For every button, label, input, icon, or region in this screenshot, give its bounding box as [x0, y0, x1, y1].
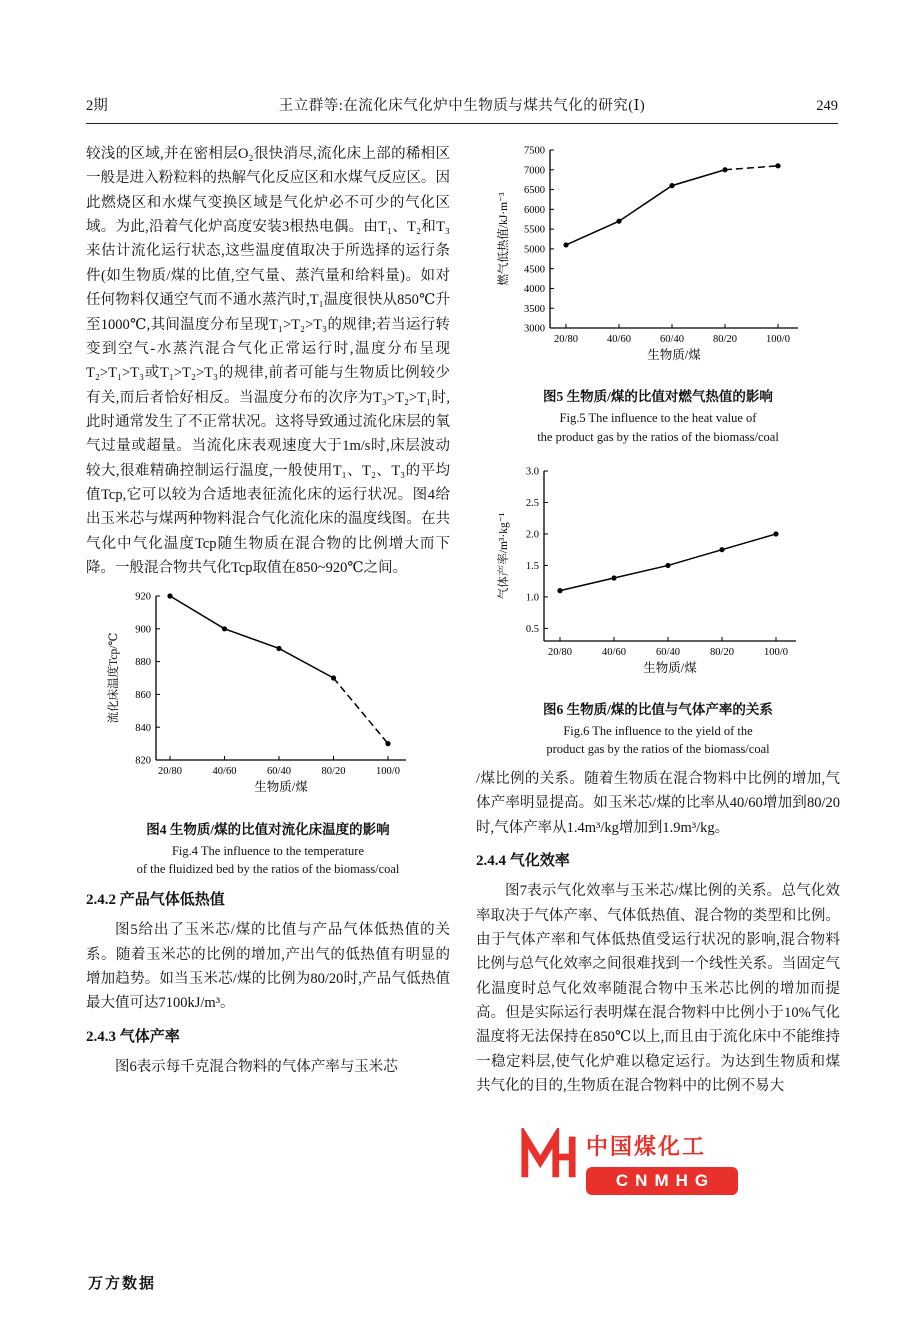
- svg-text:燃气低热值/kJ·m⁻³: 燃气低热值/kJ·m⁻³: [498, 192, 510, 286]
- svg-text:生物质/煤: 生物质/煤: [643, 660, 697, 675]
- issue-number: 2期: [86, 98, 108, 114]
- svg-text:40/60: 40/60: [607, 334, 631, 345]
- svg-text:3500: 3500: [524, 303, 545, 315]
- svg-text:生物质/煤: 生物质/煤: [647, 348, 701, 362]
- svg-text:880: 880: [135, 657, 151, 669]
- svg-text:4000: 4000: [524, 284, 545, 296]
- running-title: 王立群等:在流化床气化炉中生物质与煤共气化的研究(Ⅰ): [278, 98, 646, 114]
- svg-text:1.5: 1.5: [525, 560, 539, 572]
- fig4-caption-en-line1: Fig.4 The influence to the temperature: [171, 843, 365, 858]
- right-column: [476, 134, 840, 1099]
- svg-text:5500: 5500: [524, 224, 545, 236]
- fig6-caption-en-line1: Fig.6 The influence to the yield of the: [563, 723, 753, 738]
- figure-6: [476, 461, 840, 760]
- fig5-caption-en-line1: Fig.5 The influence to the heat value of: [559, 411, 757, 426]
- svg-text:气体产率/m³·kg⁻¹: 气体产率/m³·kg⁻¹: [498, 512, 510, 599]
- svg-text:80/20: 80/20: [710, 646, 734, 658]
- fig6-caption-en-line2: product gas by the ratios of the biomass/coal: [546, 742, 770, 757]
- paragraph-gas-yield-continued: /煤比例的关系。随着生物质在混合物料中比例的增加,气体产率明显提高。如玉米芯/煤的比率从40/60增加到80/20时,气体产率从1.4m³/kg增加到1.9m³/kg。: [476, 771, 840, 836]
- watermark-text-block: [586, 1128, 738, 1195]
- svg-text:3000: 3000: [524, 323, 545, 335]
- svg-text:7000: 7000: [524, 165, 545, 177]
- svg-text:2.5: 2.5: [525, 497, 539, 509]
- svg-text:80/20: 80/20: [321, 766, 346, 778]
- svg-text:60/40: 60/40: [267, 766, 291, 778]
- svg-text:1.0: 1.0: [525, 592, 539, 604]
- svg-text:820: 820: [135, 756, 151, 768]
- svg-text:60/40: 60/40: [656, 646, 680, 658]
- page-header: [86, 94, 838, 124]
- fig6-gas-yield-chart: [492, 461, 824, 683]
- svg-text:5000: 5000: [524, 244, 545, 256]
- svg-text:6000: 6000: [524, 204, 545, 216]
- fig5-caption-en-line2: the product gas by the ratios of the biomass/coal: [537, 429, 779, 444]
- section-2-4-3-heading: 2.4.3 气体产率: [86, 1028, 180, 1045]
- section-2-4-4-heading: 2.4.4 气化效率: [476, 853, 570, 870]
- wanfang-data-mark: [88, 1272, 156, 1293]
- left-column: [86, 142, 450, 1079]
- figure-4: [86, 586, 450, 879]
- svg-text:80/20: 80/20: [713, 334, 737, 345]
- svg-text:840: 840: [135, 723, 151, 735]
- fig4-caption-cn: 图4 生物质/煤的比值对流化床温度的影响: [146, 821, 390, 837]
- svg-text:100/0: 100/0: [766, 334, 790, 345]
- svg-text:40/60: 40/60: [212, 766, 237, 778]
- svg-text:860: 860: [135, 690, 151, 702]
- svg-text:流化床温度Tcp/℃: 流化床温度Tcp/℃: [108, 633, 120, 724]
- fig4-caption-en-line2: of the fluidized bed by the ratios of the biomass/coal: [136, 862, 400, 877]
- figure-5: [476, 140, 840, 447]
- svg-text:20/80: 20/80: [548, 646, 572, 658]
- svg-text:100/0: 100/0: [764, 646, 788, 658]
- fig4-temperature-chart: [102, 586, 434, 802]
- paragraph-gas-yield-start: 图6表示每千克混合物料的气体产率与玉米芯: [115, 1058, 398, 1075]
- svg-text:40/60: 40/60: [602, 646, 626, 658]
- svg-text:生物质/煤: 生物质/煤: [254, 780, 308, 795]
- svg-text:20/80: 20/80: [158, 766, 182, 778]
- svg-text:900: 900: [135, 624, 151, 636]
- svg-text:920: 920: [135, 592, 151, 604]
- footer-brand: 万方数据: [88, 1276, 157, 1292]
- publisher-watermark: [520, 1124, 742, 1224]
- svg-text:60/40: 60/40: [660, 334, 684, 345]
- svg-text:2.0: 2.0: [525, 529, 539, 541]
- svg-text:4500: 4500: [524, 264, 545, 276]
- fig5-heat-value-chart: [492, 140, 824, 370]
- cnmhg-logo-icon: [520, 1128, 578, 1184]
- paragraph-heat-value: 图5给出了玉米芯/煤的比值与产品气体低热值的关系。随着玉米芯的比例的增加,产出气的低热值有明显的增加趋势。如当玉米芯/煤的比例为80/20时,产品气低热值最大值可达7100kJ/m³。: [86, 922, 450, 1012]
- svg-text:20/80: 20/80: [554, 334, 578, 345]
- watermark-name-cn: 中国煤化工: [586, 1134, 707, 1159]
- section-2-4-2-heading: 2.4.2 产品气体低热值: [86, 892, 225, 908]
- svg-text:7500: 7500: [524, 145, 545, 157]
- fig6-caption-cn: 图6 生物质/煤的比值与气体产率的关系: [543, 701, 773, 717]
- paragraph-gasification-efficiency: 图7表示气化效率与玉米芯/煤比例的关系。总气化效率取决于气体产率、气体低热值、混合物的类型和比例。由于气体产率和气体低热值受运行状况的影响,混合物料比例与总气化效率之间很难找到一个线性关系。当固定气化温度时总气化效率随混合物中玉米芯比例的增加而提高。但是实际运行表明煤在混合物料中比例小于10%气化温度将无法保持在850℃以上,而且由于流化床中不能维持一稳定料层,使气化炉难以稳定运行。为达到生物质和煤共气化的目的,生物质在混合物料中的比例不易大: [476, 883, 840, 1095]
- watermark-name-en-badge: CNMHG: [586, 1167, 738, 1195]
- svg-text:0.5: 0.5: [525, 623, 539, 635]
- page-number: 249: [816, 98, 838, 114]
- fig5-caption-cn: 图5 生物质/煤的比值对燃气热值的影响: [543, 389, 773, 405]
- svg-text:3.0: 3.0: [525, 466, 539, 478]
- paragraph-gasification-zones: 较浅的区域,并在密相层O₂很快消尽,流化床上部的稀相区一般是进入粉粒料的热解气化反应区和水煤气反应区。因此燃烧区和水煤气变换区域是气化炉必不可少的气化区域。为此,沿着气化炉高度安装3根热电偶。由T₁、T₂和T₃来估计流化运行状态,这些温度值取决于所选择的运行条件(如生物质/煤的比值,空气量、蒸汽量和给料量)。如对任何物料仅通空气而不通水蒸汽时,T₁温度很快从850℃升至1000℃,其间温度分布呈现T₁>T₂>T₃的规律;若当运行转变到空气-水蒸汽混合气化正常运行时,温度分布呈现T₂>T₁>T₃或T₁>T₂>T₃的规律,前者可能与生物质比例较少有关,而后者恰好相反。当温度分布的次序为T₃>T₂>T₁时,此时通常发生了不正常状况。这将导致通过流化床层的氧气过量或超量。当流化床表观速度大于1m/s时,床层波动较大,很难精确控制运行温度,一般使用T₁、T₂、T₃的平均值Tcp,它可以较为合适地表征流化床的运行状况。图4给出玉米芯与煤两种物料混合气化流化床的温度线图。在共气化中气化温度Tcp随生物质在混合物的比例增大而下降。一般混合物共气化Tcp取值在850~920℃之间。: [86, 146, 450, 577]
- svg-text:6500: 6500: [524, 185, 545, 197]
- svg-text:100/0: 100/0: [376, 766, 400, 778]
